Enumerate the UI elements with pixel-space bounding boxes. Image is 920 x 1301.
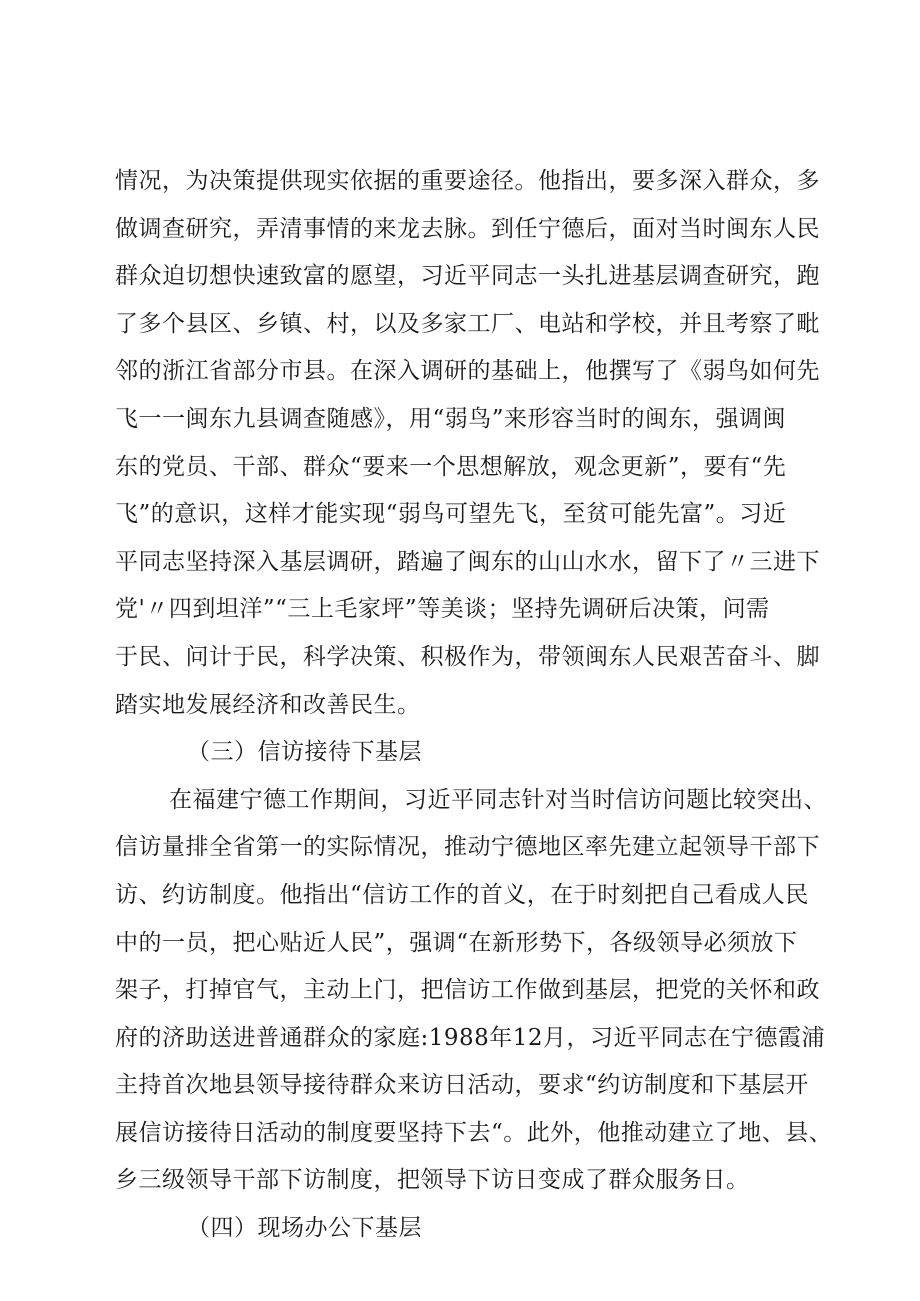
section-heading: （四）现场办公下基层 — [187, 1215, 422, 1242]
paragraph-first-line: 在福建宁德工作期间，习近平同志针对当时信访问题比较突出、 — [169, 786, 827, 813]
text-line: 飞”的意识，这样才能实现“弱鸟可望先飞，至贫可能先富”。习近 — [115, 501, 787, 528]
text-line: 了多个县区、乡镇、村，以及多家工厂、电站和学校，并且考察了毗 — [115, 310, 820, 337]
text-line: 访、约访制度。他指出“信访工作的首义，在于时刻把自己看成人民 — [115, 881, 809, 908]
text-line: 党'〃四到坦洋”“三上毛家坪”等美谈；坚持先调研后决策，问需 — [115, 596, 770, 623]
text-line: 踏实地发展经济和改善民生。 — [115, 691, 421, 718]
text-line: 府的济助送进普通群众的家庭:1988年12月，习近平同志在宁德霞浦 — [115, 1024, 826, 1051]
text-line: 乡三级领导干部下访制度，把领导下访日变成了群众服务日。 — [115, 1167, 750, 1194]
text-line: 信访量排全省第一的实际情况，推动宁德地区率先建立起领导干部下 — [115, 834, 820, 861]
text-line: 做调查研究，弄清事情的来龙去脉。到任宁德后，面对当时闽东人民 — [115, 215, 820, 242]
text-line: 平同志坚持深入基层调研，踏遍了闽东的山山水水，留下了〃三进下 — [115, 548, 820, 575]
text-line: 主持首次地县领导接待群众来访日活动，要求“约访制度和下基层开 — [115, 1072, 809, 1099]
document-body — [115, 158, 833, 1253]
text-line: 中的一员，把心贴近人民”，强调“在新形势下，各级领导必须放下 — [115, 929, 798, 956]
text-line: 架子，打掉官气，主动上门，把信访工作做到基层，把党的关怀和政 — [115, 977, 820, 1004]
text-line: 东的党员、干部、群众“要来一个思想解放，观念更新”，要有“先 — [115, 453, 787, 480]
text-line: 邻的浙江省部分市县。在深入调研的基础上，他撰写了《弱鸟如何先 — [115, 358, 820, 385]
text-line: 于民、问计于民，科学决策、积极作为，带领闽东人民艰苦奋斗、脚 — [115, 643, 820, 670]
section-heading: （三）信访接待下基层 — [187, 739, 422, 766]
text-line: 群众迫切想快速致富的愿望，习近平同志一头扎进基层调查研究，跑 — [115, 263, 820, 290]
text-line: 展信访接待日活动的制度要坚持下去“。此外，他推动建立了地、县、 — [115, 1119, 833, 1146]
text-line: 情况，为决策提供现实依据的重要途径。他指出，要多深入群众，多 — [115, 168, 820, 194]
text-line: 飞一一闽东九县调查随感》，用“弱鸟”来形容当时的闽东，强调闽 — [115, 405, 787, 432]
